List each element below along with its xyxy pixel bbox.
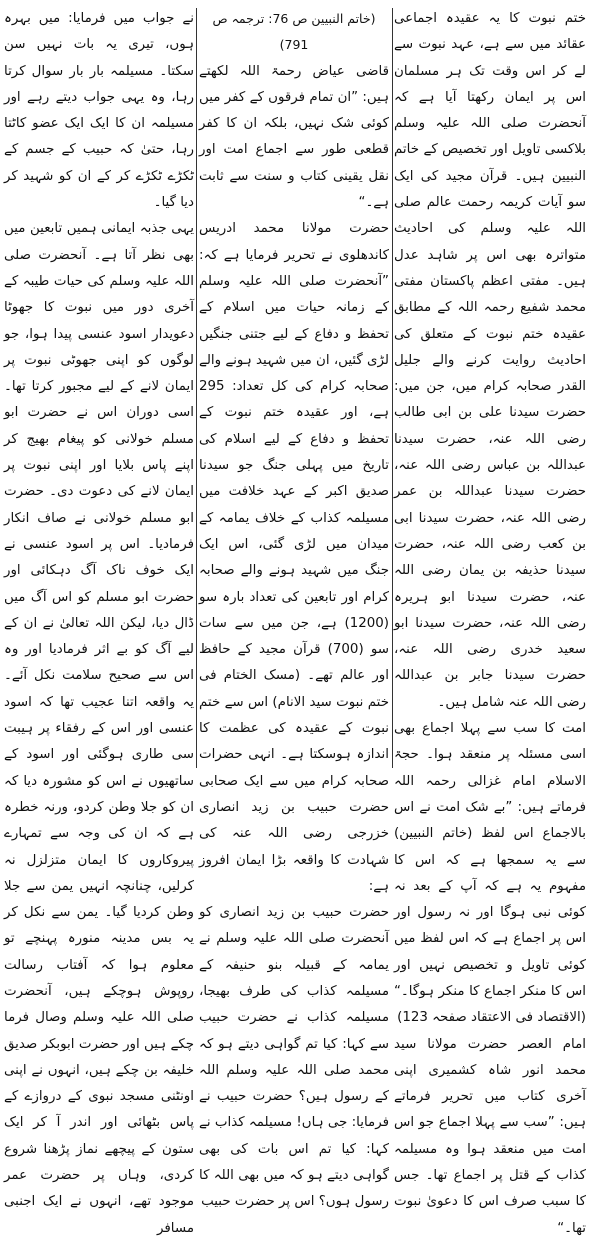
paragraph-anwar-shah-quote: امام العصر حضرت مولانا سید محمد انور شاہ کشمیری اپنی آخری کتاب میں تحریر فرماتے ہیں: ”سب سے پہلا اجماع جو اس امت میں منعقد ہوا وہ مسیلمہ کذاب کے قتل پر اجماع تھا۔ جس کا سبب صرف اس کا دعویٰ نبوت تھا۔“ [394, 1036, 586, 1236]
article-column-middle [198, 6, 389, 1210]
paragraph-first-ijma: امت کا سب سے پہلا اجماع بھی اسی مسئلہ پر منعقد ہوا۔ حجۃ الاسلام امام غزالی رحمہ اللہ فرماتے ہیں: ”بے شک امت نے اس بالاجماع اس لفظ (خاتم النبیین) سے یہ سمجھا ہے کہ اس کا مفہوم یہ ہے کہ آپ کے بعد نہ کوئی نبی ہوگا اور نہ رسول اور اس پر اجماع ہے کہ اس لفظ میں کوئی تاویل و تخصیص نہیں اور اس کا منکر اجماع کا منکر ہوگا۔“ (الاقتصاد فی الاعتقاد صفحہ 123) [394, 721, 586, 1026]
paragraph-habib-bin-zaid: حضرت حبیب بن زید انصاری کو آنحضرت صلی اللہ علیہ وسلم نے یمامہ کے قبیلہ بنو حنیفہ کے مسیلمہ کذاب کی طرف بھیجا، مسیلمہ کذاب نے حضرت حبیب سے کہا: کیا تم گواہی دیتے ہو کہ محمد صلی اللہ علیہ وسلم اللہ کے رسول ہیں؟ حضرت حبیب نے فرمایا: جی ہاں! مسیلمہ کذاب نے کہا: کیا تم اس بات کی بھی گواہی دیتے ہو کہ میں بھی اللہ کا رسول ہوں؟ اس پر حضرت حبیب [199, 905, 389, 1210]
paragraph-kandhalvi-account: حضرت مولانا محمد ادریس کاندھلوی نے تحریر فرمایا ہے کہ: ”آنحضرت صلی اللہ علیہ وسلم کے زمانہ حیات میں اسلام کے تحفظ و دفاع کے لیے جتنی جنگیں لڑی گئیں، ان میں شہید ہونے والے صحابہ کرام کی کل تعداد: 295 ہے، اور عقیدہ ختم نبوت کے تحفظ و دفاع کے لیے اسلام کی تاریخ میں پہلی جنگ جو سیدنا صدیق اکبر کے عہد خلافت میں مسیلمہ کذاب کے خلاف یمامہ کے میدان میں لڑی گئی، اس ایک جنگ میں شہید ہونے والے صحابہ کرام اور تابعین کی تعداد بارہ سو (1200) ہے، جن میں سے سات سو (700) قرآن مجید کے حافظ اور عالم تھے۔ (مسک الختام فی ختم نبوت سید الانام) اس سے ختم نبوت کے عقیدہ کی عظمت کا اندازہ ہوسکتا ہے۔ انہی حضرات صحابہ کرام میں سے ایک صحابی حضرت حبیب بن زید انصاری خزرجی رضی اللہ عنہ کی شہادت کا واقعہ بڑا ایمان افروز ہے: [198, 221, 389, 894]
paragraph-qazi-ayaz-quote: قاضی عیاض رحمۃ اللہ لکھتے ہیں: ”ان تمام فرقوں کے کفر میں کوئی شک نہیں، بلکہ ان کا کفر قطعی طور سے اجماع امت اور نقل یقینی کتاب و سنت سے ثابت ہے۔“ [199, 63, 389, 211]
column-divider [392, 8, 393, 768]
article-column-left [4, 6, 194, 1236]
paragraph-abu-muslim-khaulani: یہی جذبہ ایمانی ہمیں تابعین میں بھی نظر آتا ہے۔ آنحضرت صلی اللہ علیہ وسلم کی حیات طیبہ کے آخری دور میں نبوت کا جھوٹا دعویدار اسود عنسی پیدا ہوا، جو لوگوں کو اپنی جھوٹی نبوت پر ایمان لانے کے لیے مجبور کرتا تھا۔ اسی دوران اس نے حضرت ابو مسلم خولانی کو پیغام بھیج کر اپنے پاس بلایا اور اپنی نبوت پر ایمان لانے کی دعوت دی۔ حضرت ابو مسلم خولانی نے صاف انکار فرمادیا۔ اس پر اسود عنسی نے ایک خوف ناک آگ دہکائی اور حضرت ابو مسلم کو اس آگ میں ڈال دیا، لیکن اللہ تعالیٰ نے ان کے لیے آگ کو بے اثر فرمادیا اور وہ اس سے صحیح سلامت نکل آئے۔ یہ واقعہ اتنا عجیب تھا کہ اسود عنسی اور اس کے رفقاء پر ہیبت سی طاری ہوگئی اور اسود کے ساتھیوں نے اس کو مشورہ دیا کہ ان کو جلا وطن کردو، ورنہ خطرہ ہے کہ ان کی وجہ سے تمہارے پیروکاروں کا ایمان متزلزل نہ کرلیں، چنانچہ انہیں یمن سے جلا وطن کردیا گیا۔ یمن سے نکل کر یہ بس مدینہ منورہ پہنچے تو معلوم ہوا کہ آفتاب رسالت روپوش ہوچکے ہیں، آنحضرت صلی اللہ علیہ وسلم وصال فرما چکے ہیں اور حضرت ابوبکر صدیق خلیفہ بن چکے ہیں، انہوں نے اپنی اونٹنی مسجد نبوی کے دروازے کے پاس بٹھائی اور اندر آ کر ایک ستون کے پیچھے نماز پڑھنا شروع کردی، وہاں پر حضرت عمر موجود تھے، انہوں نے ایک اجنبی مسافر [4, 221, 194, 1236]
article-column-right [394, 6, 586, 1236]
paragraph-habib-martyrdom: نے جواب میں فرمایا: میں بہرہ ہوں، تیری یہ بات نہیں سن سکتا۔ مسیلمہ بار بار سوال کرتا رہا، وہ یہی جواب دیتے رہے اور مسیلمہ ان کا ایک ایک عضو کاٹتا رہا، حتیٰ کہ حبیب کے جسم کے ٹکڑے ٹکڑے کر کے ان کو شہید کر دیا گیا۔ [4, 11, 194, 211]
paragraph-khatm-nabuwat-consensus: ختم نبوت کا یہ عقیدہ اجماعی عقائد میں سے ہے، عہد نبوت سے لے کر اس وقت تک ہر مسلمان اس پر ایمان رکھتا آیا ہے کہ آنحضرت صلی اللہ علیہ وسلم بلاکسی تاویل اور تخصیص کے خاتم النبیین ہیں۔ قرآن مجید کی ایک سو آیات کریمہ رحمت عالم صلی اللہ علیہ وسلم کی احادیث متواترہ بھی اس پر شاہد عدل ہیں۔ مفتی اعظم پاکستان مفتی محمد شفیع رحمہ اللہ کے مطابق عقیدہ ختم نبوت کے متعلق کی احادیث روایت کرنے والے جلیل القدر صحابہ کرام میں، جن میں: حضرت سیدنا علی بن ابی طالب رضی اللہ عنہ، حضرت سیدنا عبداللہ بن عباس رضی اللہ عنہ، حضرت سیدنا عبداللہ بن عمر رضی اللہ عنہ، حضرت سیدنا ابی بن کعب رضی اللہ عنہ، حضرت سیدنا حذیفہ بن یمان رضی اللہ عنہ، حضرت سیدنا ابو ہریرہ رضی اللہ عنہ، حضرت سیدنا ابو سعید خدری رضی اللہ عنہ، حضرت سیدنا جابر بن عبداللہ رضی اللہ عنہ شامل ہیں۔ [394, 11, 586, 710]
reference-citation: (خاتم النبیین ص 76: ترجمہ ص 791) [212, 11, 376, 53]
column-divider [196, 8, 197, 768]
